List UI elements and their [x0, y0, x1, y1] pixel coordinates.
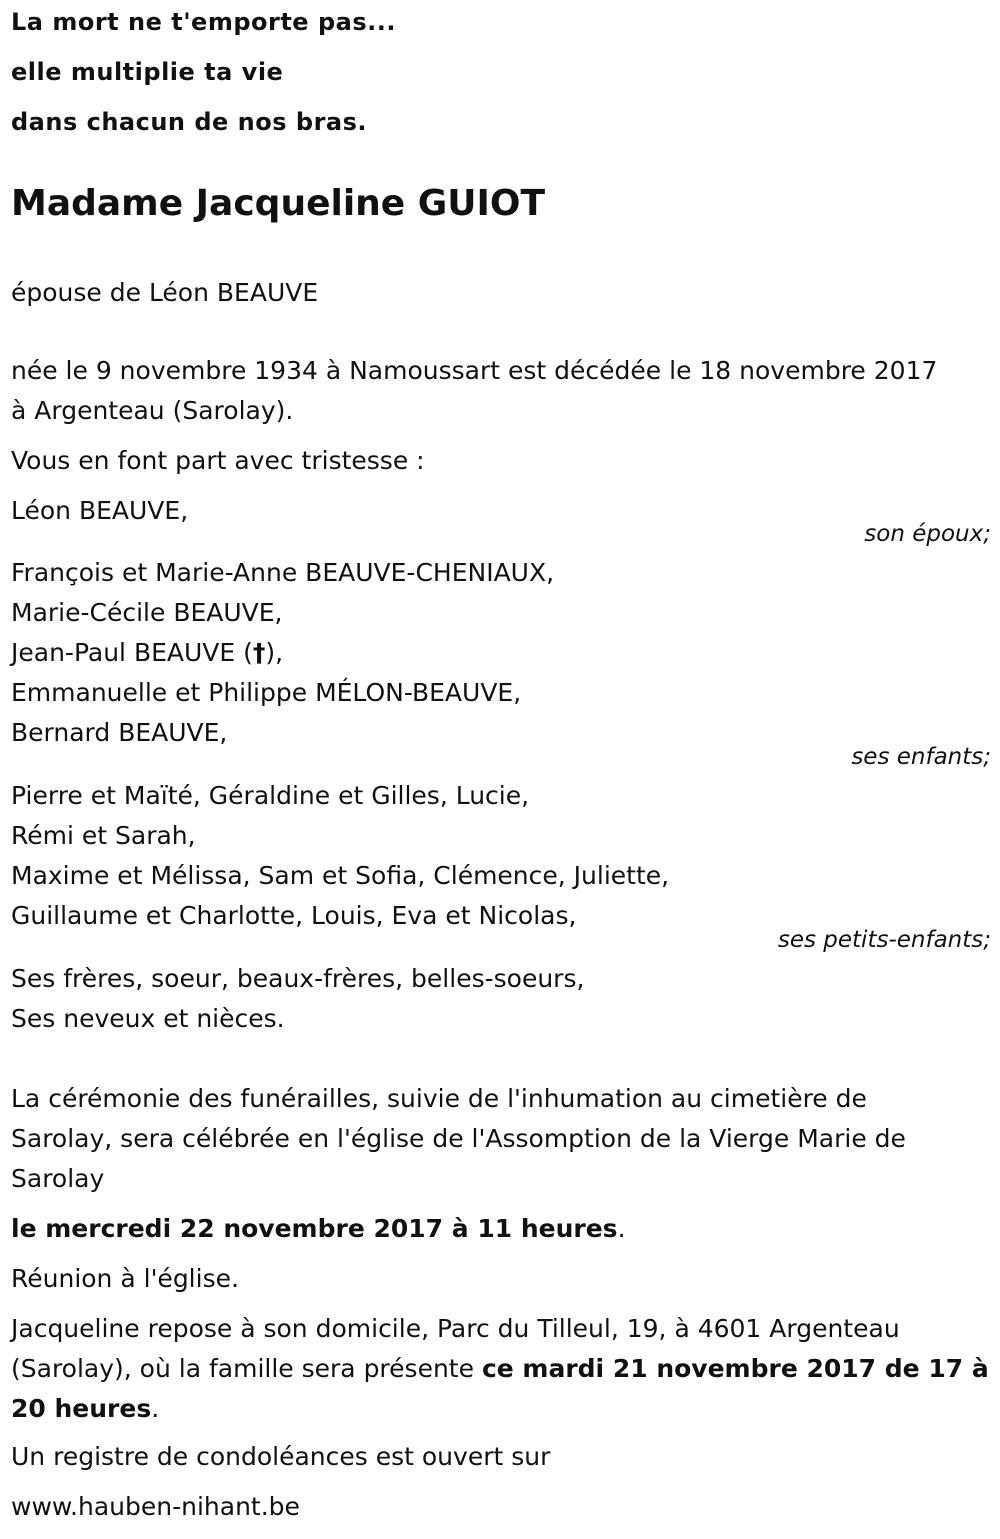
visitation-line-1: Jacqueline repose à son domicile, Parc du Tilleul, 19, à 4601 Argenteau	[11, 1314, 900, 1343]
child-line: Bernard BEAUVE,	[11, 718, 228, 747]
ceremony-line-1: La cérémonie des funérailles, suivie de l'inhumation au cimetière de	[11, 1084, 867, 1113]
condolences-link[interactable]: www.hauben-nihant.be	[11, 1492, 300, 1521]
epigraph-line-3: dans chacun de nos bras.	[11, 108, 368, 136]
cross-icon: †	[252, 638, 266, 667]
grandchild-line: Pierre et Maïté, Géraldine et Gilles, Lucie,	[11, 781, 530, 810]
meeting-info: Réunion à l'église.	[11, 1264, 239, 1293]
relatives-line: Ses neveux et nièces.	[11, 1004, 285, 1033]
child-line	[11, 638, 283, 668]
deceased-name: Madame Jacqueline GUIOT	[11, 183, 546, 224]
ceremony-line-3: Sarolay	[11, 1164, 105, 1193]
epigraph-line-2: elle multiplie ta vie	[11, 58, 284, 86]
visitation-line-2	[11, 1354, 989, 1384]
ceremony-line-2: Sarolay, sera célébrée en l'église de l'Assomption de la Vierge Marie de	[11, 1124, 906, 1153]
child-line-end: ),	[265, 638, 284, 667]
grandchild-line: Guillaume et Charlotte, Louis, Eva et Nicolas,	[11, 901, 577, 930]
spouse-role: son époux;	[864, 521, 991, 547]
birth-death-line-1: née le 9 novembre 1934 à Namoussart est décédée le 18 novembre 2017	[11, 356, 938, 385]
visitation-line-3	[11, 1394, 159, 1424]
ceremony-date	[11, 1214, 626, 1244]
spouse-name: Léon BEAUVE,	[11, 496, 189, 525]
condolences-text: Un registre de condoléances est ouvert sur	[11, 1442, 551, 1471]
visitation-text: (Sarolay), où la famille sera présente	[11, 1354, 482, 1383]
visitation-time: 20 heures	[11, 1394, 152, 1423]
children-role: ses enfants;	[851, 744, 991, 770]
announcement: Vous en font part avec tristesse :	[11, 446, 425, 475]
relatives-line: Ses frères, soeur, beaux-frères, belles-soeurs,	[11, 964, 585, 993]
spouse-line: épouse de Léon BEAUVE	[11, 278, 319, 307]
ceremony-date-end: .	[617, 1214, 626, 1243]
birth-death-line-2: à Argenteau (Sarolay).	[11, 396, 294, 425]
visitation-end: .	[151, 1394, 160, 1423]
ceremony-date-text: le mercredi 22 novembre 2017 à 11 heures	[11, 1214, 618, 1243]
child-name: Jean-Paul BEAUVE (	[11, 638, 253, 667]
visitation-date: ce mardi 21 novembre 2017 de 17 à	[481, 1354, 989, 1383]
child-line: François et Marie-Anne BEAUVE-CHENIAUX,	[11, 558, 555, 587]
grandchild-line: Rémi et Sarah,	[11, 821, 196, 850]
grandchild-line: Maxime et Mélissa, Sam et Sofia, Clémence, Juliette,	[11, 861, 670, 890]
child-line: Marie-Cécile BEAUVE,	[11, 598, 283, 627]
grandchildren-role: ses petits-enfants;	[777, 927, 991, 953]
child-line: Emmanuelle et Philippe MÉLON-BEAUVE,	[11, 678, 522, 707]
epigraph-line-1: La mort ne t'emporte pas...	[11, 8, 396, 36]
